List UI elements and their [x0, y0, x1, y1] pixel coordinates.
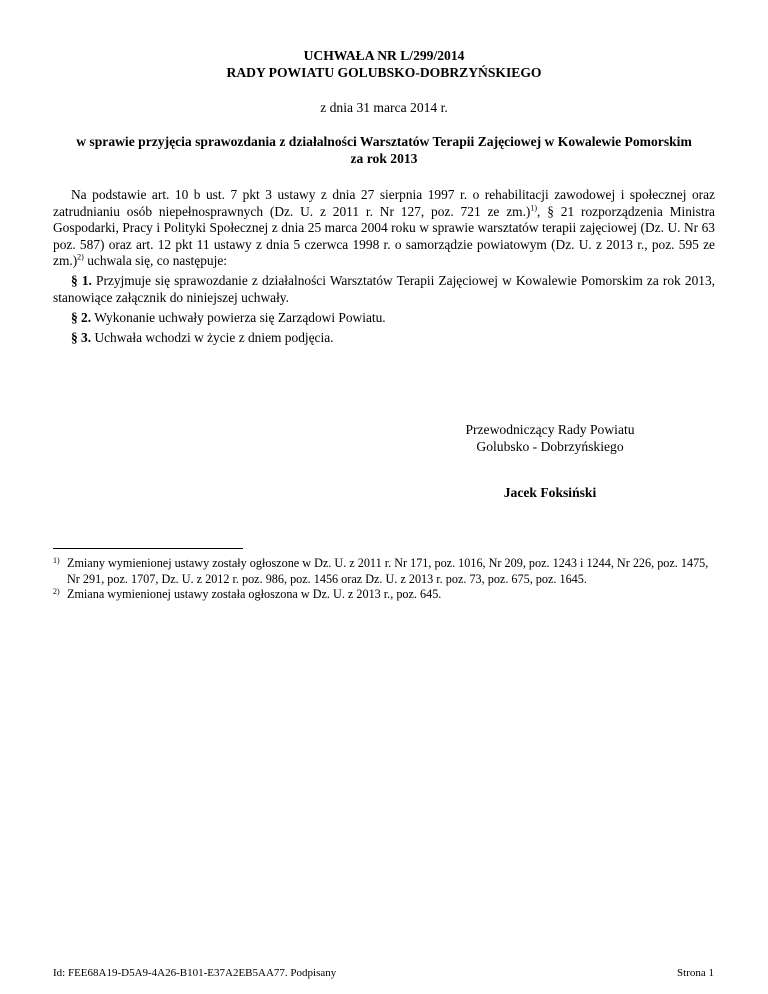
resolution-title [0, 47, 768, 81]
footnote-2-number: 2) [53, 587, 60, 596]
signature-name: Jacek Foksiński [503, 485, 597, 500]
footnote-ref-2: 2) [77, 252, 84, 262]
signature-role-line-2: Golubsko - Dobrzyńskiego [476, 439, 624, 454]
page-number: Strona 1 [677, 967, 714, 979]
footnote-1 [53, 556, 715, 587]
preamble-text-c: uchwala się, co następuje: [83, 253, 227, 268]
preamble-text-a: Na podstawie art. 10 b ust. 7 pkt 3 ustawy z dnia 27 sierpnia 1997 r. o rehabilitacji zawodowej i społecznej oraz zatrudnianiu osób niepełnosprawnych (Dz. U. z 2011 r. Nr 127, poz. 721 ze zm.) [53, 187, 715, 219]
footnote-1-number: 1) [53, 556, 60, 565]
paragraph-3-label: § 3. [71, 330, 92, 345]
resolution-subject [54, 133, 714, 167]
paragraph-3 [53, 330, 715, 347]
footnote-1-text: Zmiany wymienionej ustawy zostały ogłoszone w Dz. U. z 2011 r. Nr 171, poz. 1016, Nr 209, poz. 1243 i 1244, Nr 226, poz. 1475, Nr 291, poz. 1707, Dz. U. z 2012 r. poz. 986, poz. 1456 oraz Dz. U. z 2013 r. poz. 73, poz. 675, poz. 1645. [67, 556, 709, 586]
paragraph-2 [53, 310, 715, 327]
footnote-ref-1: 1) [530, 203, 538, 213]
preamble [53, 187, 715, 270]
title-line-number: UCHWAŁA NR L/299/2014 [303, 48, 465, 63]
preamble-text-b: , § 21 rozporządzenia Ministra Gospodarki, Pracy i Polityki Społecznej z dnia 25 marca 2004 roku w sprawie warsztatów terapii zajęciowej (Dz. U. Nr 63 poz. 587) oraz art. 12 pkt 11 ustawy z dnia 5 czerwca 1998 r. o samorządzie powiatowym (Dz. U. z 2013 r., poz. 595 ze zm.) [53, 203, 715, 268]
paragraph-2-text: Wykonanie uchwały powierza się Zarządowi Powiatu. [91, 310, 386, 325]
subject-line-2: za rok 2013 [350, 151, 418, 166]
footnote-2 [53, 587, 715, 603]
paragraph-3-text: Uchwała wchodzi w życie z dniem podjęcia. [91, 330, 334, 345]
footnote-divider [53, 548, 243, 549]
footnote-2-text: Zmiana wymienionej ustawy została ogłoszona w Dz. U. z 2013 r., poz. 645. [67, 587, 442, 601]
resolution-date: z dnia 31 marca 2014 r. [320, 100, 448, 115]
paragraph-1-label: § 1. [71, 273, 92, 288]
document-id: Id: FEE68A19-D5A9-4A26-B101-E37A2EB5AA77. Podpisany [53, 967, 337, 979]
paragraph-1-text: Przyjmuje się sprawozdanie z działalności Warsztatów Terapii Zajęciowej w Kowalewie Pomorskim za rok 2013, stanowiące załącznik do niniejszej uchwały. [53, 273, 715, 305]
paragraph-2-label: § 2. [71, 310, 92, 325]
paragraph-1 [53, 273, 715, 306]
signature-role-line-1: Przewodniczący Rady Powiatu [465, 422, 635, 437]
subject-line-1: w sprawie przyjęcia sprawozdania z działalności Warsztatów Terapii Zajęciowej w Kowalewie Pomorskim [76, 134, 692, 149]
signature-role [440, 421, 660, 455]
title-line-council: RADY POWIATU GOLUBSKO-DOBRZYŃSKIEGO [226, 65, 542, 80]
